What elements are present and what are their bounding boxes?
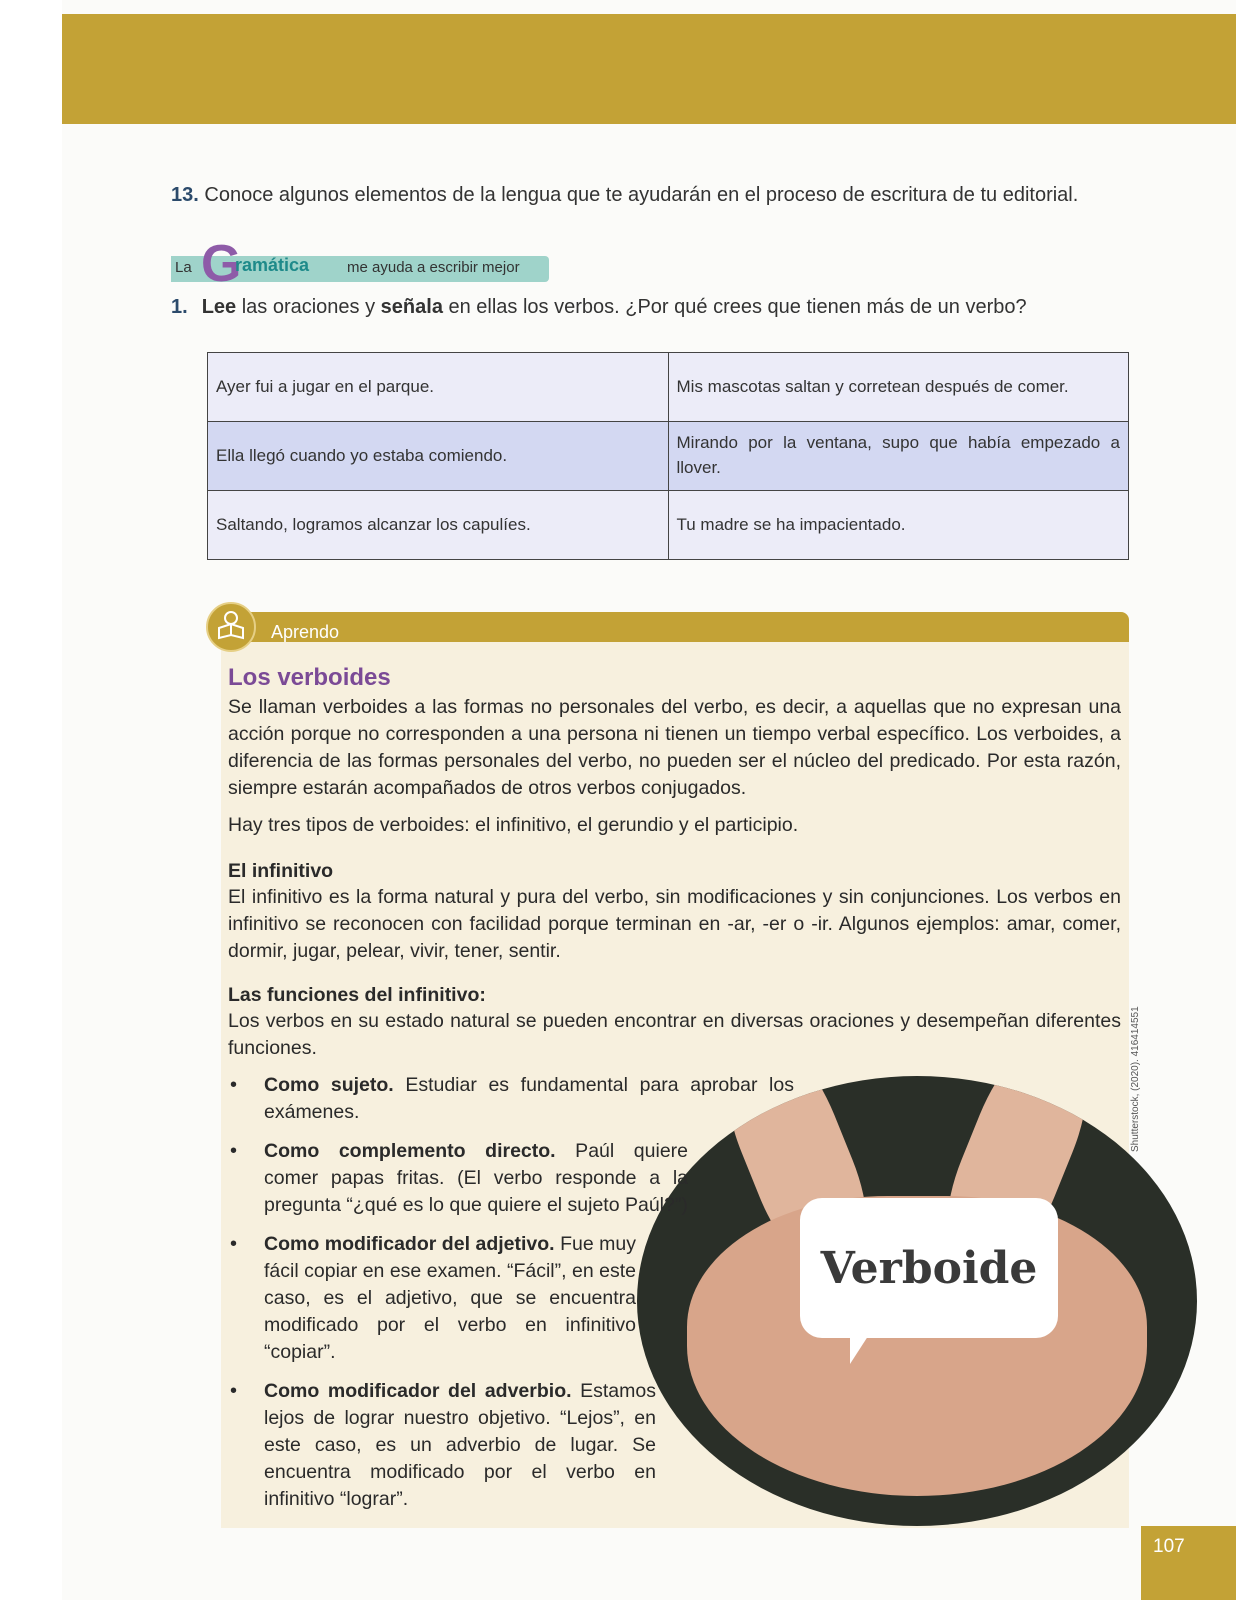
instruction-senala: señala [380, 296, 443, 318]
table-cell: Tu madre se ha impacientado. [668, 491, 1129, 560]
page-number-tab [1141, 1526, 1236, 1600]
function-label: Como modificador del adjetivo. [264, 1233, 555, 1255]
grammar-prefix: La [175, 259, 192, 276]
table-cell: Saltando, logramos alcanzar los capulíes. [208, 491, 669, 560]
question-text: algunos elementos de la lengua que te ayudarán en el proceso de escritura de tu editorial. [273, 184, 1079, 206]
header-band [62, 14, 1236, 124]
sentences-table [207, 352, 1129, 560]
reader-icon [206, 602, 256, 652]
instruction-lee: Lee [201, 296, 237, 318]
infinitivo-text: El infinitivo es la forma natural y pura del verbo, sin modificaciones y sin conjunciones. Los verbos en infinitivo se reconocen con facilidad porque terminan en -ar, -er o -ir. Algunos ejemplos: amar, comer, dormir, jugar, pelear, vivir, tener, sentir. [228, 886, 1121, 962]
question-text: las oraciones y [236, 296, 381, 318]
grammar-initial-logo: G [201, 235, 242, 293]
verboides-definition: Se llaman verboides a las formas no personales del verbo, es decir, a aquellas que no expresan una acción porque no corresponden a una persona ni tienen un tiempo verbal específico. Los verboides, a diferencia de las formas personales del verbo, no pueden ser el núcleo del predicado. Por esta razón, siempre estarán acompañados de otros verbos conjugados. [228, 696, 1121, 799]
grammar-word: ramática [235, 255, 310, 275]
funciones-heading: Las funciones del infinitivo: [228, 984, 486, 1006]
photo-credit: Shutterstock, (2020). 416414551 [1130, 1006, 1141, 1152]
table-row [208, 491, 1129, 560]
question-number: 1. [171, 296, 188, 318]
question-bold: Conoce [204, 184, 274, 206]
funciones-text: Los verbos en su estado natural se pueden encontrar en diversas oraciones y desempeñan diferentes funciones. [228, 1010, 1121, 1059]
table-cell: Mirando por la ventana, supo que había empezado a llover. [668, 422, 1129, 491]
function-label: Como modificador del adverbio. [264, 1380, 572, 1402]
question-text: en ellas los verbos. ¿Por qué crees que tienen más de un verbo? [442, 296, 1027, 318]
table-row [208, 353, 1129, 422]
page-number: 107 [1153, 1536, 1185, 1557]
infinitivo-heading: El infinitivo [228, 860, 334, 882]
table-cell: Mis mascotas saltan y corretean después de comer. [668, 353, 1129, 422]
page-margin [0, 0, 62, 1600]
grammar-banner [171, 235, 549, 293]
question-13 [171, 184, 1078, 207]
grammar-subtitle: me ayuda a escribir mejor [347, 259, 520, 276]
list-item [228, 1231, 636, 1366]
function-text: Paúl quiere comer papas fritas. (El verbo responde a la pregunta “¿qué es lo que quiere el sujeto Paúl?”) [264, 1140, 688, 1216]
bubble-text: Verboide [820, 1243, 1038, 1294]
function-label: Como complemento directo. [264, 1140, 556, 1162]
function-text: Fue muy fácil copiar en ese examen. “Fácil”, en este caso, es el adjetivo, que se encuentra modificado por el verbo en infinitivo “copiar”. [264, 1233, 636, 1363]
table-cell: Ayer fui a jugar en el parque. [208, 353, 669, 422]
list-item [228, 1378, 656, 1513]
function-text: Estamos lejos de lograr nuestro objetivo. “Lejos”, en este caso, es un adverbio de lugar. Se encuentra modificado por el verbo en infinitivo “lograr”. [264, 1380, 656, 1510]
section-title: Los verboides [228, 664, 391, 691]
table-cell: Ella llegó cuando yo estaba comiendo. [208, 422, 669, 491]
functions-list [228, 1072, 794, 1525]
aprendo-header-bar [221, 612, 1129, 642]
verboides-types: Hay tres tipos de verboides: el infinitivo, el gerundio y el participio. [228, 814, 799, 836]
function-text: Estudiar es fundamental para aprobar los exámenes. [264, 1074, 794, 1123]
question-1 [171, 296, 1027, 319]
table-row [208, 422, 1129, 491]
function-label: Como sujeto. [264, 1074, 394, 1096]
list-item [228, 1138, 688, 1219]
speech-bubble-tail [850, 1330, 882, 1364]
question-number: 13. [171, 184, 199, 206]
list-item [228, 1072, 794, 1126]
aprendo-label: Aprendo [271, 622, 340, 642]
